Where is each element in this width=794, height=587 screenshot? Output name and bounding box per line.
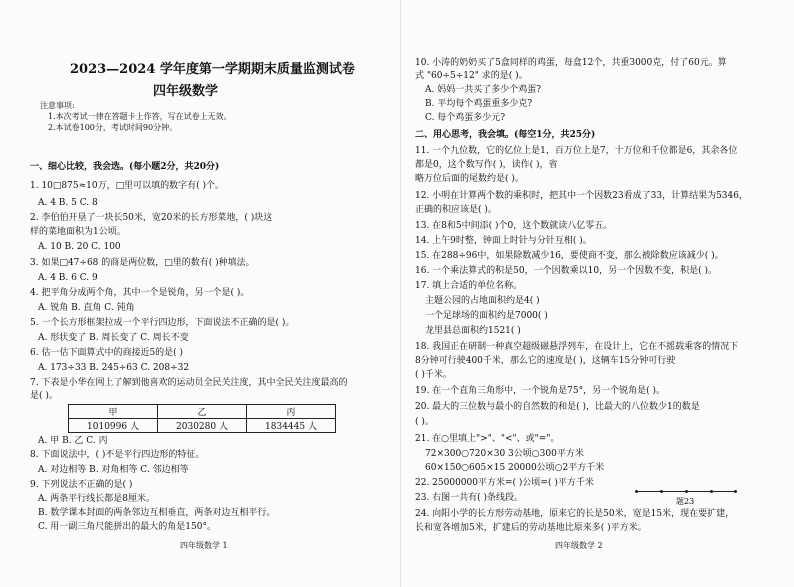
question-line: 4. 把平角分成两个角，其中一个是锐角，另一个是( )。 (30, 288, 250, 298)
question-options: C. 每个鸡蛋多少元? (425, 113, 506, 123)
note-1: 1.本次考试一律在答题卡上作答，写在试卷上无效。 (48, 112, 232, 121)
question-options: C. 用一副三角尺能拼出的最大的角是150°。 (38, 522, 216, 532)
question-line: 8. 下面说法中，( )不是平行四边形的特征。 (30, 450, 205, 460)
question-line: 2. 李伯伯开垦了一块长50米，宽20米的长方形菜地，( )块这 (30, 213, 273, 223)
page-divider (400, 0, 401, 587)
question-options: B. 平均每个鸡蛋重多少克? (425, 99, 533, 109)
point-marker (685, 490, 688, 493)
page-right (402, 0, 794, 587)
unit-blank: 一个足球场的面积约是7000( ) (425, 311, 548, 321)
note-2: 2.本试卷100分，考试时间90分钟。 (48, 123, 178, 132)
question-options: B. 数学课本封面的两条邻边互相垂直，两条对边互相平行。 (38, 508, 276, 518)
question-line: 都是0，这个数写作( )，读作( )，省 (415, 160, 558, 170)
compare-row: 60×150○605×15 20000公顷○2平方千米 (425, 463, 605, 473)
question-options: A. 173÷33 B. 245÷63 C. 208÷32 (38, 363, 190, 373)
question-line: 5. 一个长方形框架拉成一个平行四边形，下面说法不正确的是( )。 (30, 318, 295, 328)
question-line: 11. 一个九位数，它的亿位上是1，百万位上是7，十万位和千位都是6，其余各位 (415, 146, 738, 156)
question-line: 24. 向阳小学的长方形劳动基地，原来它的长是50米，宽是15米，现在要扩建， (415, 509, 735, 519)
question-line: 19. 在一个直角三角形中，一个锐角是75°，另一个锐角是( )。 (415, 386, 666, 396)
question-line: 14. 上午9时整，钟面上时针与分针互相( )。 (415, 236, 592, 246)
table-header-cell: 丙 (247, 405, 336, 419)
question-line: 23. 右图一共有( )条线段。 (415, 493, 524, 503)
question-options: A. 形状变了 B. 周长变了 C. 周长不变 (38, 333, 189, 343)
question-line: 17. 填上合适的单位名称。 (415, 281, 523, 291)
question-options: A. 对边相等 B. 对角相等 C. 邻边相等 (38, 465, 189, 475)
notes-label: 注意事项: (40, 101, 75, 110)
question-line: 式 "60÷5÷12" 求的是( )。 (415, 71, 528, 81)
table-cell: 1010996 人 (69, 419, 158, 433)
question-line: 样的菜地面积为1公顷。 (30, 227, 126, 237)
table-header-cell: 乙 (158, 405, 247, 419)
section1-heading: 一、细心比较，我会选。(每小题2分，共20分) (30, 162, 220, 172)
point-marker (660, 490, 663, 493)
point-marker (734, 490, 737, 493)
question-line: 16. 一个乘法算式的积是50，一个因数乘以10，另一个因数不变，积是( )。 (415, 266, 717, 276)
question-line: 3. 如果□47÷68 的商是两位数，□里的数有( )种填法。 (30, 258, 255, 268)
page-footer: 四年级数学 1 (180, 541, 228, 550)
unit-blank: 龙里县总面积约1521( ) (425, 326, 521, 336)
compare-row: 72×300○720×30 3公顷○300平方米 (425, 449, 584, 459)
figure-caption: 题23 (676, 497, 695, 506)
question-line: 8分钟可行驶400千米，那么它的速度是( )，这辆车15分钟可行驶 (415, 356, 676, 366)
section2-heading: 二、用心思考，我会填。(每空1分，共25分) (415, 130, 596, 140)
question-line: 15. 在288÷96中，如果除数减少16，要使商不变，那么被除数应该减少( )。 (415, 251, 724, 261)
question-line: 12. 小明在计算两个数的乘积时，把其中一个因数23看成了33，计算结果为5346， (415, 191, 748, 201)
question-options: A. 4 B. 6 C. 9 (38, 273, 98, 283)
question-line: 22. 25000000平方米=( )公顷=( )平方千米 (415, 478, 594, 488)
question-line: 9. 下列说法不正确的是( ) (30, 480, 133, 490)
question-line: ( )千米。 (415, 370, 452, 380)
table-header-row (69, 405, 336, 419)
question-line: 长和宽各增加5米，扩建后的劳动基地比原来多( )平方米。 (415, 523, 647, 533)
unit-blank: 主题公园的占地面积约是4( ) (425, 296, 540, 306)
point-marker (710, 490, 713, 493)
question-options: A. 两条平行线长都是8厘米。 (38, 494, 155, 504)
question-line: 是( )。 (30, 391, 58, 401)
question-options: A. 甲 B. 乙 C. 丙 (38, 436, 108, 446)
question-line: 20. 最大的三位数与最小的自然数的和是( )，比最大的八位数少1的数是 (415, 402, 700, 412)
question-options: A. 10 B. 20 C. 100 (38, 242, 121, 252)
question-options: A. 4 B. 5 C. 8 (38, 198, 98, 208)
table-cell: 1834445 人 (247, 419, 336, 433)
question-line: 10. 小涛的奶奶买了5盒同样的鸡蛋，每盒12个，共重3000克，付了60元。算 (415, 58, 727, 68)
question-line: 13. 在8和5中间添( )个0，这个数就读八亿零五。 (415, 221, 613, 231)
table-row (69, 419, 336, 433)
point-marker (635, 490, 638, 493)
table-header-cell: 甲 (69, 405, 158, 419)
question-options: A. 妈妈一共买了多少个鸡蛋? (425, 85, 542, 95)
question-line: 略万位后面的尾数约是( )。 (415, 174, 524, 184)
question-line: 正确的积应该是( )。 (415, 205, 497, 215)
question-line: 7. 下表是小华在网上了解到他喜欢的运动员全民关注度，其中全民关注度最高的 (30, 378, 348, 388)
page-footer: 四年级数学 2 (555, 541, 603, 550)
question-line: 18. 我国正在研制一种真空超级磁悬浮列车，在设计上，它在不摇载乘客的情况下 (415, 342, 739, 352)
question-options: A. 锐角 B. 直角 C. 钝角 (38, 303, 135, 313)
exam-title: 2023—2024 学年度第一学期期末质量监测试卷 (70, 62, 355, 77)
table-cell: 2030280 人 (158, 419, 247, 433)
question-line: 6. 估一估下面算式中的商接近5的是( ) (30, 348, 184, 358)
q7-table (68, 404, 336, 433)
question-line: 1. 10□875≈10万，□里可以填的数字有( )个。 (30, 181, 224, 191)
question-line: ( )。 (415, 417, 434, 427)
question-line: 21. 在○里填上">"、"<"、或"="。 (415, 434, 560, 444)
exam-subtitle: 四年级数学 (153, 84, 219, 99)
